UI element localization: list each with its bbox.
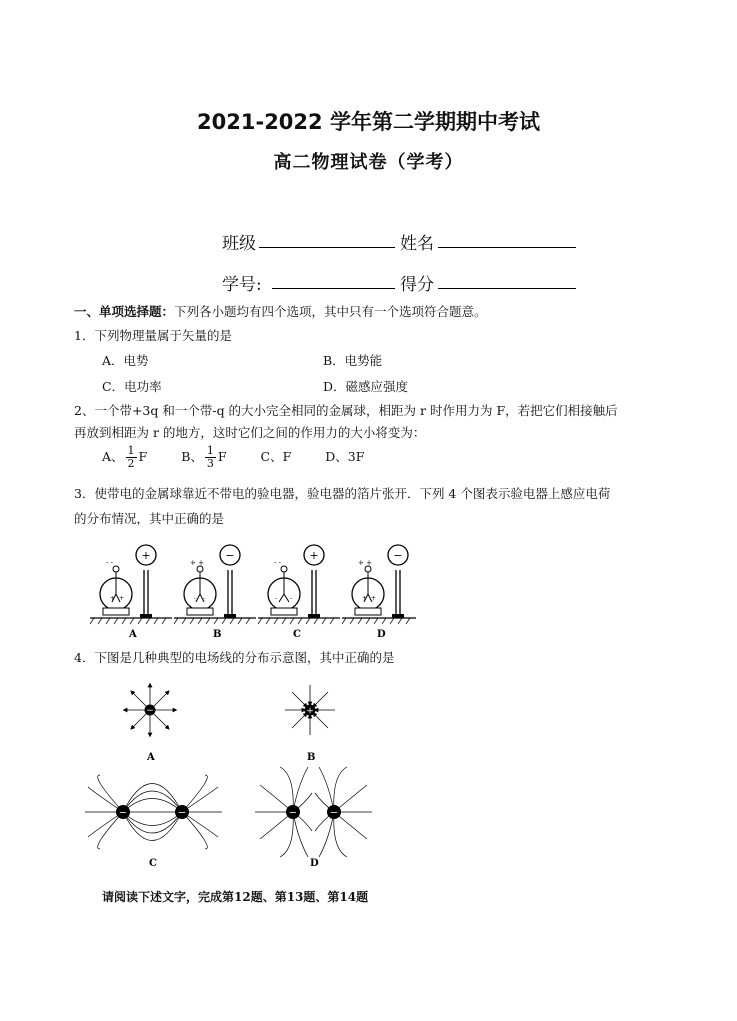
exam-title: 2021-2022 学年第二学期期中考试 (197, 110, 540, 134)
electroscope-d (342, 545, 416, 624)
svg-text:−: − (177, 807, 187, 819)
q3-label-b: B (213, 629, 222, 640)
q3-stem-line1: 3．使带电的金属球靠近不带电的验电器，验电器的箔片张开．下列 4 个图表示验电器上感应电荷 (74, 486, 611, 501)
q4-label-d: D (310, 858, 319, 869)
svg-text:- -: - - (274, 559, 281, 567)
svg-text:-: - (290, 595, 293, 602)
svg-text:−: − (288, 807, 298, 819)
q2-option-c: C、F (260, 449, 292, 464)
section-heading (74, 302, 487, 322)
score-label: 得分 (400, 275, 434, 295)
class-field[interactable] (259, 247, 395, 248)
q2-stem-line2: 再放到相距为 r 的地方，这时它们之间的作用力的大小将变为： (74, 425, 426, 440)
svg-text:- -: - - (106, 559, 113, 567)
field-diagram-d (255, 767, 372, 857)
svg-text:−: − (118, 807, 128, 819)
ball-charge-a: + (141, 549, 151, 562)
svg-text:+ +: + + (190, 559, 204, 567)
field-diagram-b (285, 685, 335, 763)
q3-label-d: D (377, 629, 386, 640)
q3-label-a: A (129, 629, 137, 640)
svg-text:+: + (119, 595, 125, 602)
q2-option-d: D、3F (325, 449, 365, 464)
svg-text:+: + (371, 595, 377, 602)
ball-charge-d: − (393, 549, 403, 562)
q4-label-c: C (149, 858, 157, 869)
fraction-one-half: $\frac{1}{2}$ (127, 444, 135, 470)
class-label: 班级 (222, 234, 256, 254)
student-id-label: 学号: (222, 275, 262, 295)
svg-text:+: + (306, 706, 314, 717)
reading-instruction: 请阅读下述文字，完成第12题、第13题、第14题 (102, 890, 369, 904)
q1-option-b: B．电势能 (323, 353, 383, 368)
student-id-field[interactable] (272, 288, 395, 289)
q2-options (102, 445, 364, 470)
q2-option-b: B、 $\frac{1}{3}$ F (181, 444, 227, 470)
score-field[interactable] (438, 288, 576, 289)
q2-option-a: A、 $\frac{1}{2}$ F (102, 444, 148, 470)
field-diagram-a (125, 685, 175, 763)
svg-text:-: - (203, 595, 206, 602)
ball-charge-c: + (309, 549, 319, 562)
svg-text:+: + (110, 595, 116, 602)
svg-text:-: - (194, 595, 197, 602)
field-lines-figure (80, 675, 420, 875)
q2-stem-line1: 2、一个带+3q 和一个带-q 的大小完全相同的金属球，相距为 r 时作用力为 F，若把它们相接触后 (74, 403, 618, 418)
electroscope-a (90, 545, 172, 624)
fraction-one-third: $\frac{1}{3}$ (206, 444, 214, 470)
svg-text:-: - (275, 595, 278, 602)
exam-subtitle: 高二物理试卷（学考） (273, 152, 464, 173)
ball-charge-b: − (225, 549, 235, 562)
q1-option-c: C．电功率 (102, 379, 162, 394)
name-field[interactable] (438, 247, 576, 248)
q1-option-d: D．磁感应强度 (323, 379, 409, 394)
electroscope-b (174, 545, 256, 624)
svg-text:+: + (362, 595, 368, 602)
q1-stem: 1．下列物理量属于矢量的是 (74, 328, 232, 343)
svg-text:−: − (146, 706, 154, 716)
q3-label-c: C (293, 629, 301, 640)
name-label: 姓名 (400, 234, 434, 254)
electroscope-c (258, 545, 340, 624)
q3-stem-line2: 的分布情况，其中正确的是 (74, 511, 225, 526)
section-instruction: 下列各小题均有四个选项，其中只有一个选项符合题意。 (174, 304, 487, 319)
q4-label-a: A (147, 752, 155, 763)
q4-label-b: B (307, 752, 316, 763)
q4-stem: 4．下图是几种典型的电场线的分布示意图，其中正确的是 (74, 650, 395, 665)
section-heading-label: 一、单项选择题： (74, 304, 175, 319)
electroscope-figure (88, 538, 418, 643)
field-diagram-c (85, 775, 222, 849)
svg-text:+ +: + + (358, 559, 372, 567)
svg-text:−: − (329, 807, 339, 819)
q1-option-a: A．电势 (102, 353, 149, 368)
